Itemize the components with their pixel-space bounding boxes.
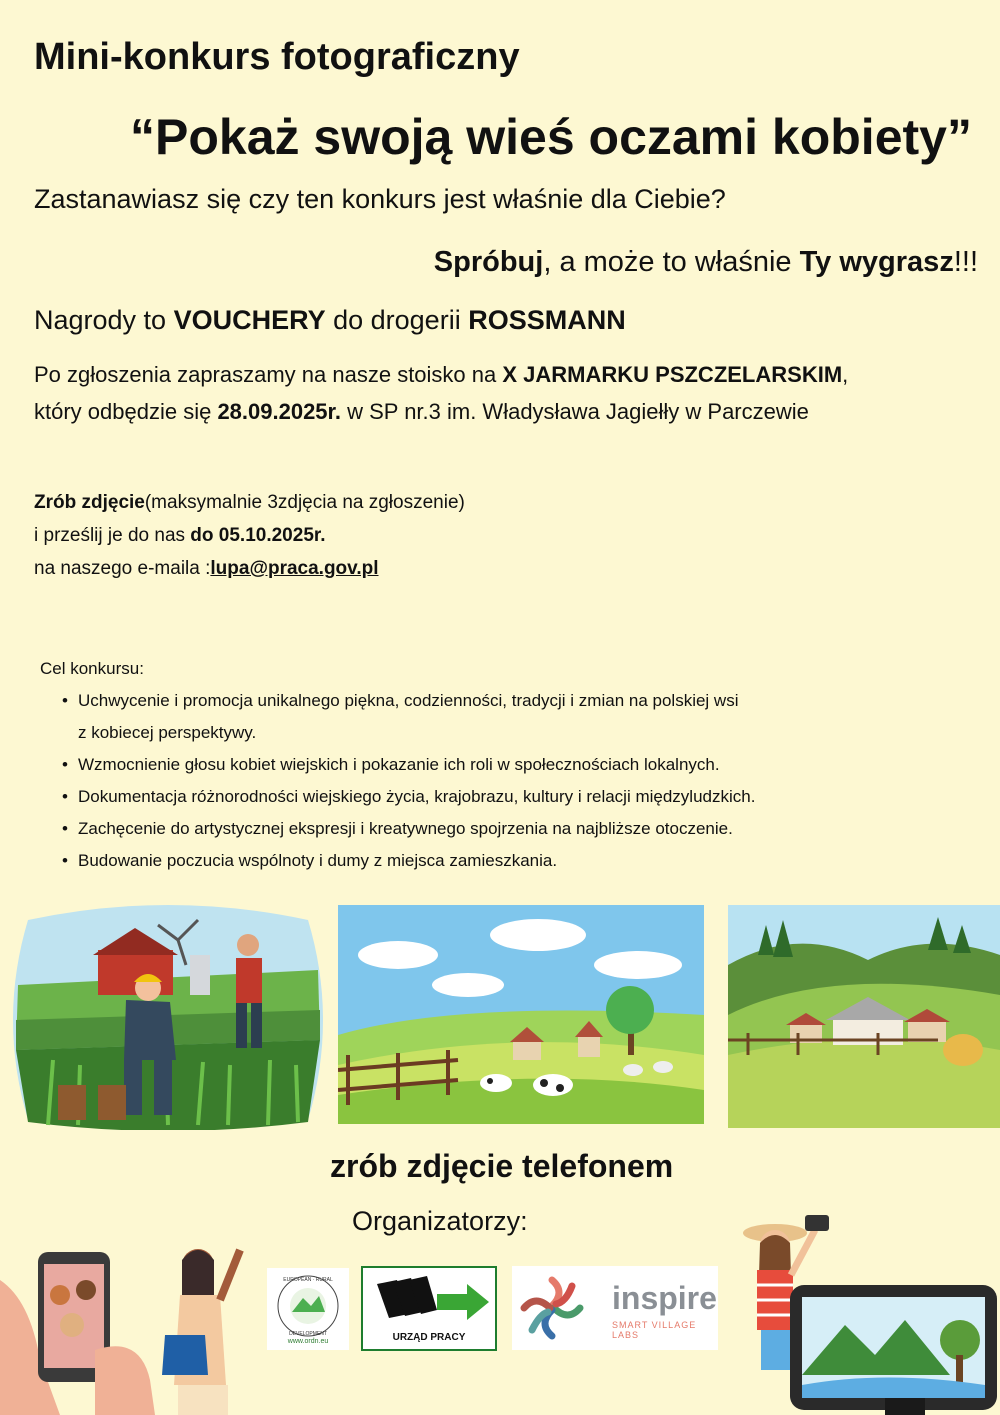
call-to-action: zrób zdjęcie telefonem [330, 1148, 674, 1184]
list-item: • Uchwycenie i promocja unikalnego piękna, codzienności, tradycji i zmian na polskiej wsi [62, 691, 739, 710]
page-title: Mini-konkurs fotograficzny [34, 36, 520, 78]
contest-goals [40, 653, 920, 877]
selfie-woman-illustration [735, 1215, 1000, 1415]
svg-text:EUROPEAN · RURAL: EUROPEAN · RURAL [283, 1277, 333, 1283]
svg-text:DEVELOPMENT: DEVELOPMENT [289, 1331, 327, 1337]
urzad-pracy-text: URZĄD PRACY [392, 1332, 466, 1343]
farmers-illustration [8, 900, 328, 1130]
inspire-logo [512, 1266, 718, 1350]
contest-name: “Pokaż swoją wieś oczami kobiety” [130, 109, 972, 165]
urzad-pracy-logo [361, 1266, 497, 1351]
prizes-line: Nagrody to VOUCHERY do drogerii ROSSMANN [34, 305, 626, 335]
list-item: • Zachęcenie do artystycznej ekspresji i kreatywnego spojrzenia na najbliższe otoczenie. [62, 819, 733, 838]
submission-info: Zrób zdjęcie(maksymalnie 3zdjęcia na zgłoszenie) i prześlij je do nas do 05.10.2025r. na naszego e-maila :lupa@praca.gov.pl [34, 492, 465, 579]
fair-info: Po zgłoszenia zapraszamy na nasze stoisko na X JARMARKU PSZCZELARSKIM, który odbędzie się 28.09.2025r. w SP nr.3 im. Władysława Jagiełły w Parczewie [34, 362, 849, 424]
erdn-logo [267, 1268, 349, 1350]
list-item: • Wzmocnienie głosu kobiet wiejskich i pokazanie ich roli w społecznościach lokalnych. [62, 755, 720, 774]
email-link[interactable]: lupa@praca.gov.pl [210, 558, 379, 579]
organizers-heading: Organizatorzy: [352, 1206, 528, 1236]
woman-pointing-illustration [160, 1235, 255, 1415]
inspire-name: inspire [612, 1280, 717, 1316]
encouragement: Spróbuj, a może to właśnie Ty wygrasz!!! [433, 246, 978, 278]
erdn-url: www.ordn.eu [287, 1338, 329, 1345]
intro-question: Zastanawiasz się czy ten konkurs jest właśnie dla Ciebie? [34, 184, 726, 214]
list-item: • Budowanie poczucia wspólnoty i dumy z miejsca zamieszkania. [62, 851, 558, 870]
urzad-pracy-icon [363, 1268, 495, 1330]
list-item: z kobiecej perspektywy. [78, 723, 257, 742]
phone-selfie-illustration [0, 1240, 175, 1415]
inspire-tagline: SMART VILLAGE LABS [612, 1320, 697, 1340]
countryside-cows-illustration [338, 905, 704, 1124]
list-item: • Dokumentacja różnorodności wiejskiego życia, krajobrazu, kultury i relacji międzyludzkich. [62, 787, 756, 806]
village-hills-illustration [728, 905, 1000, 1128]
goals-heading: Cel konkursu: [40, 659, 144, 678]
inspire-people-icon [516, 1272, 588, 1344]
